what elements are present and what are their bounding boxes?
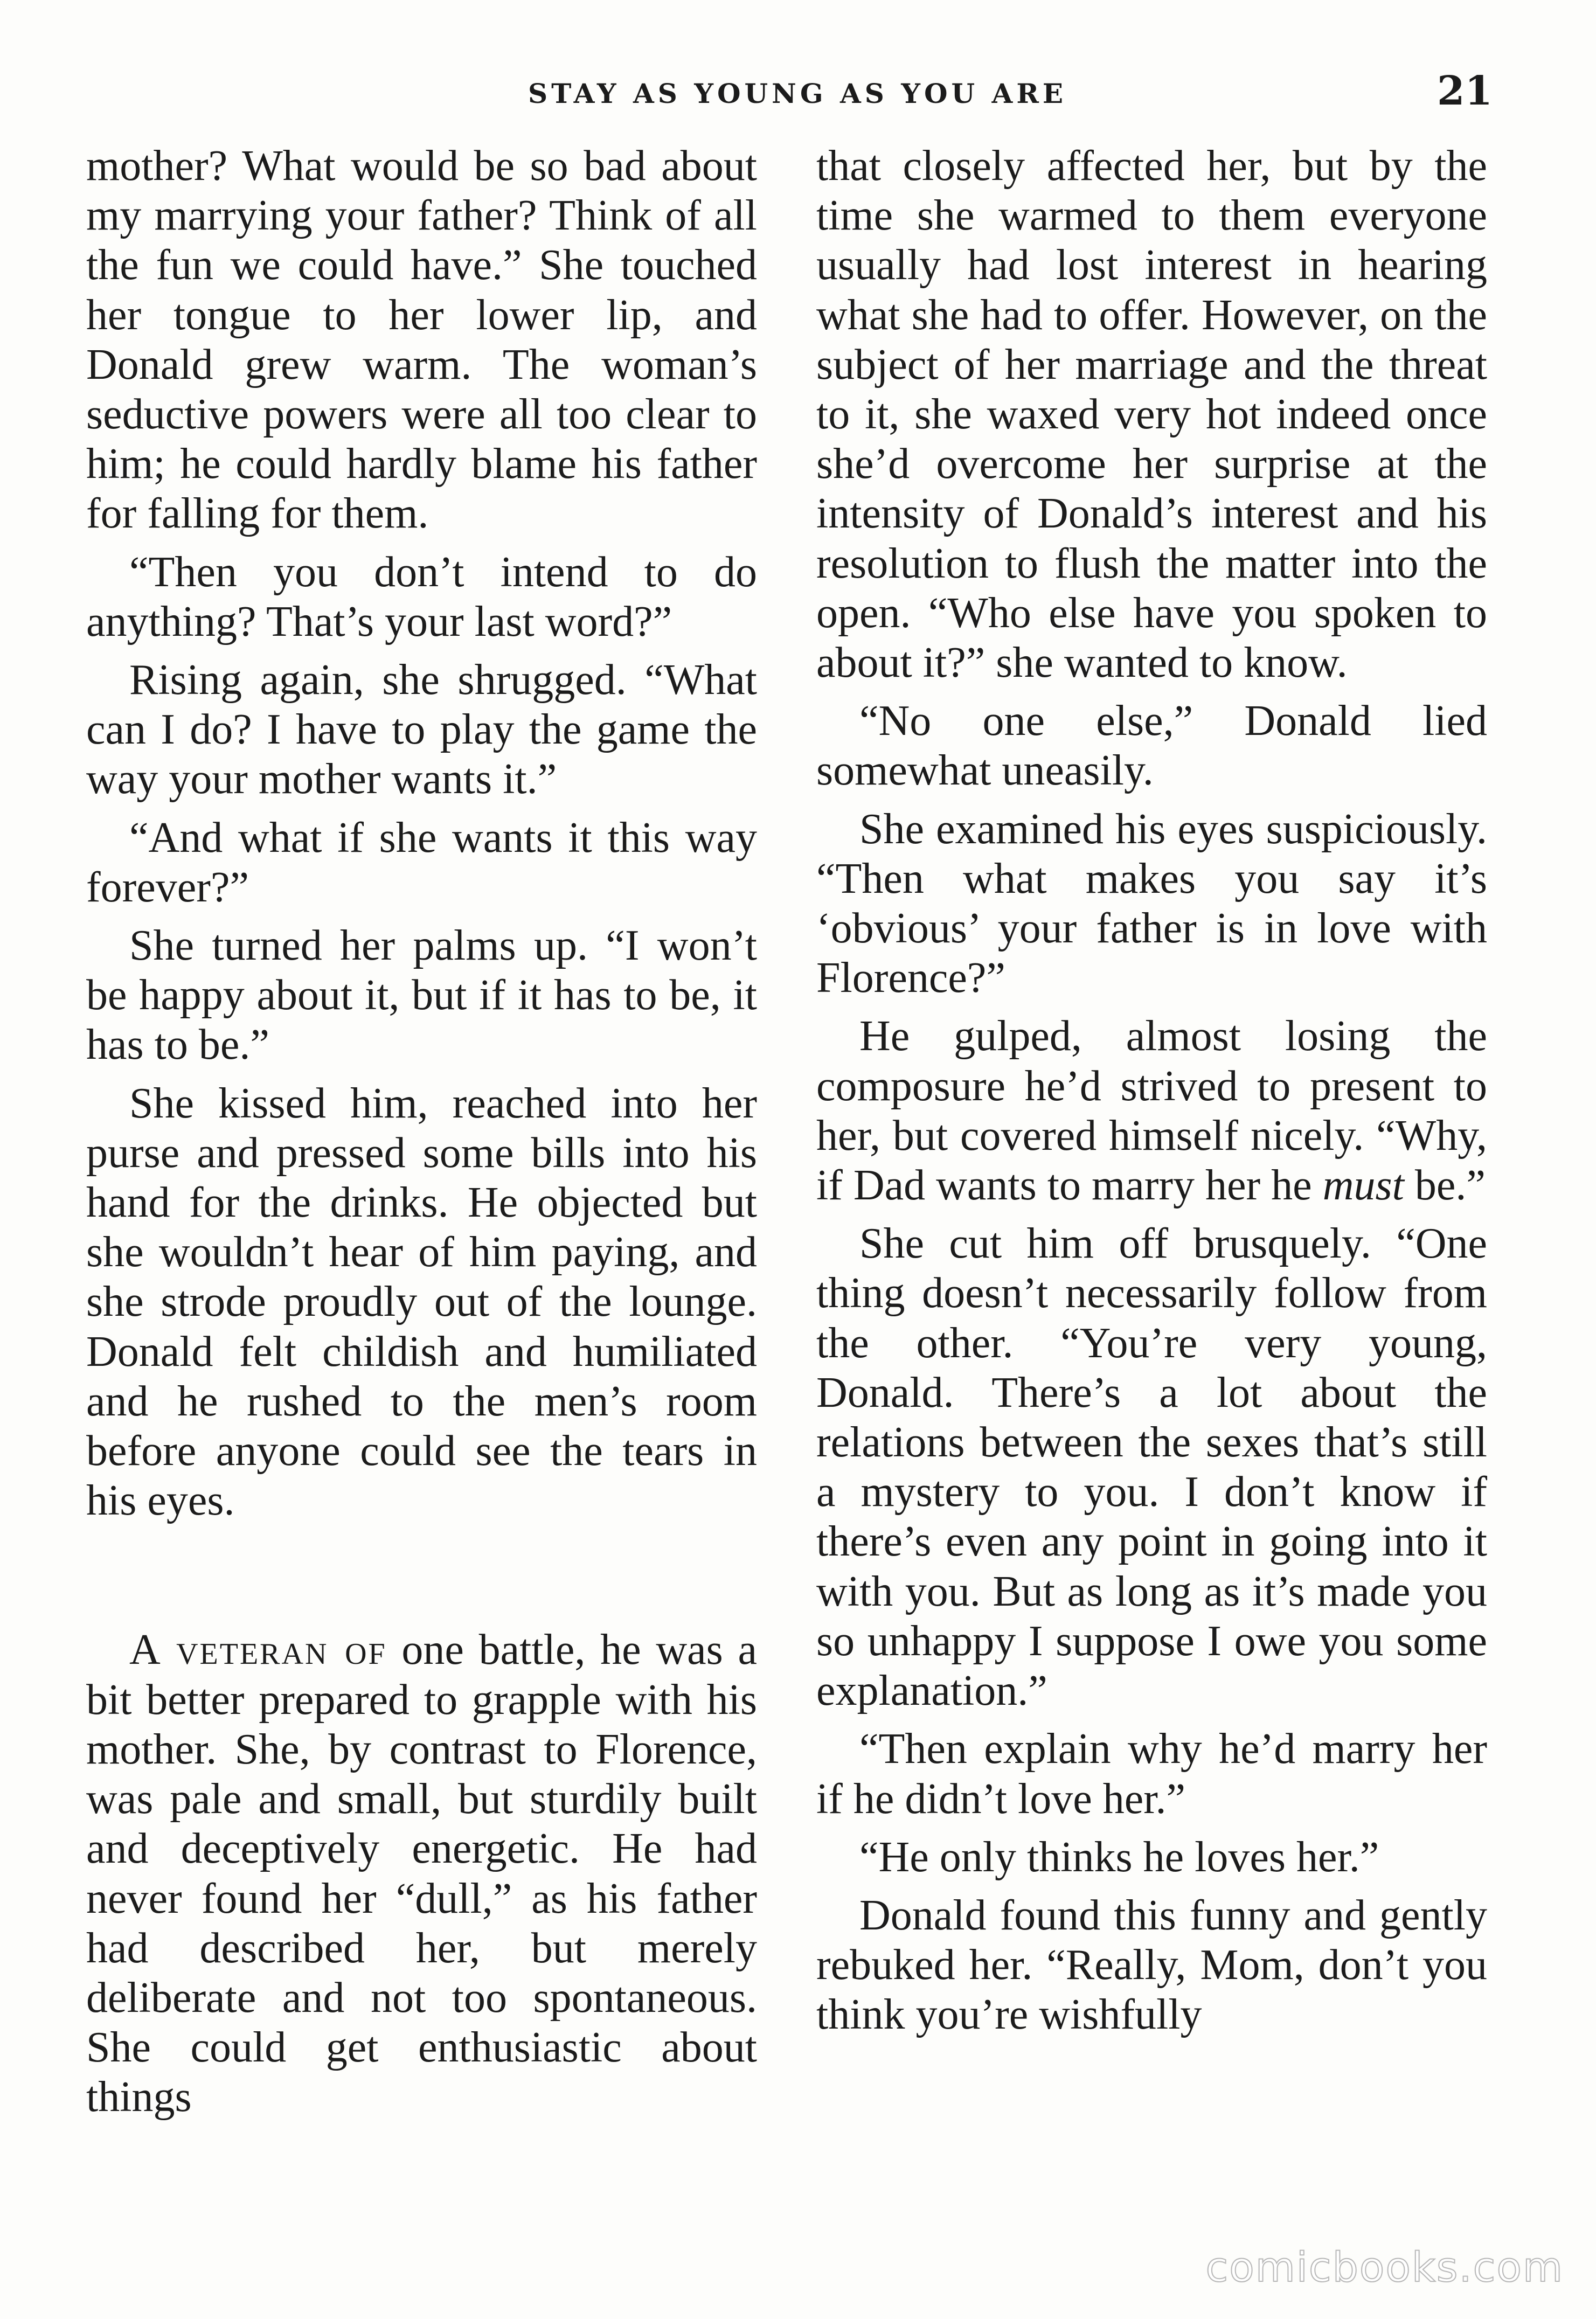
page-number: 21 (1437, 68, 1493, 114)
paragraph (816, 1011, 1487, 1210)
paragraph: “He only thinks he loves her.” (859, 1833, 1379, 1881)
paragraph: that closely affected her, but by the time she warmed to them everyone usually had lost interest in hearing what she had to offer. However, on the subject of her marriage and the threat to it, she waxed very hot indeed once she’d overcome her surprise at the intensity of Donald’s interest and his resolution to flush the matter into the open. “Who else have you spoken to about it?” she wanted to know. (816, 142, 1487, 687)
paragraph-text: one battle, he was a bit better prepared to grapple with his mother. She, by contrast to Florence, was pale and small, but sturdily built and deceptively energetic. He had never found her “dull,” as his father had described her, but merely deliberate and not too spontaneous. She could get enthusiastic about things (86, 1626, 757, 2121)
section-start-paragraph (86, 1625, 757, 2122)
paragraph: Donald found this funny and gently rebuked her. “Really, Mom, don’t you think you’re wishfully (816, 1891, 1487, 2039)
paragraph: She turned her palms up. “I won’t be happy about it, but if it has to be, it has to be.” (86, 922, 757, 1069)
paragraph: She cut him off brusquely. “One thing doesn’t necessarily follow from the other. “You’re very young, Donald. There’s a lot about the relations between the sexes that’s still a mystery to you. I don’t know if there’s even any point in going into it with you. But as long as it’s made you so unhappy I suppose I owe you some explanation.” (816, 1220, 1487, 1715)
paragraph: Rising again, she shrugged. “What can I do? I have to play the game the way your mother wants it.” (86, 656, 757, 803)
paragraph: She kissed him, reached into her purse and pressed some bills into his hand for the drinks. He objected but she wouldn’t hear of him paying, and she strode proudly out of the lounge. Donald felt childish and humiliated and he rushed to the men’s room before anyone could see the tears in his eyes. (86, 1079, 757, 1525)
paragraph: “Then you don’t intend to do anything? That’s your last word?” (86, 548, 757, 645)
running-title: STAY AS YOUNG AS YOU ARE (528, 78, 1067, 109)
left-column (86, 141, 757, 2131)
lead-in-smallcaps: A veteran of (129, 1626, 387, 1674)
right-column (816, 141, 1487, 2049)
paragraph-text: be.” (1404, 1162, 1486, 1210)
paragraph: “Then explain why he’d marry her if he didn’t love her.” (816, 1725, 1487, 1823)
emphasis: must (1322, 1162, 1404, 1210)
running-head (86, 68, 1509, 117)
paragraph: “No one else,” Donald lied somewhat uneasily. (816, 697, 1487, 795)
paragraph: She examined his eyes suspiciously. “Then what makes you say it’s ‘obvious’ your father is in love with Florence?” (816, 805, 1487, 1002)
paragraph-text: He gulped, almost losing the composure he’d strived to present to her, but covered himself nicely. “Why, if Dad wants to marry her he (816, 1012, 1487, 1210)
paragraph: mother? What would be so bad about my marrying your father? Think of all the fun we could have.” She touched her tongue to her lower lip, and Donald grew warm. The woman’s seductive powers were all too clear to him; he could hardly blame his father for falling for them. (86, 142, 757, 538)
paragraph: “And what if she wants it this way forever?” (86, 814, 757, 911)
watermark: comicbooks.com (1205, 2243, 1564, 2291)
